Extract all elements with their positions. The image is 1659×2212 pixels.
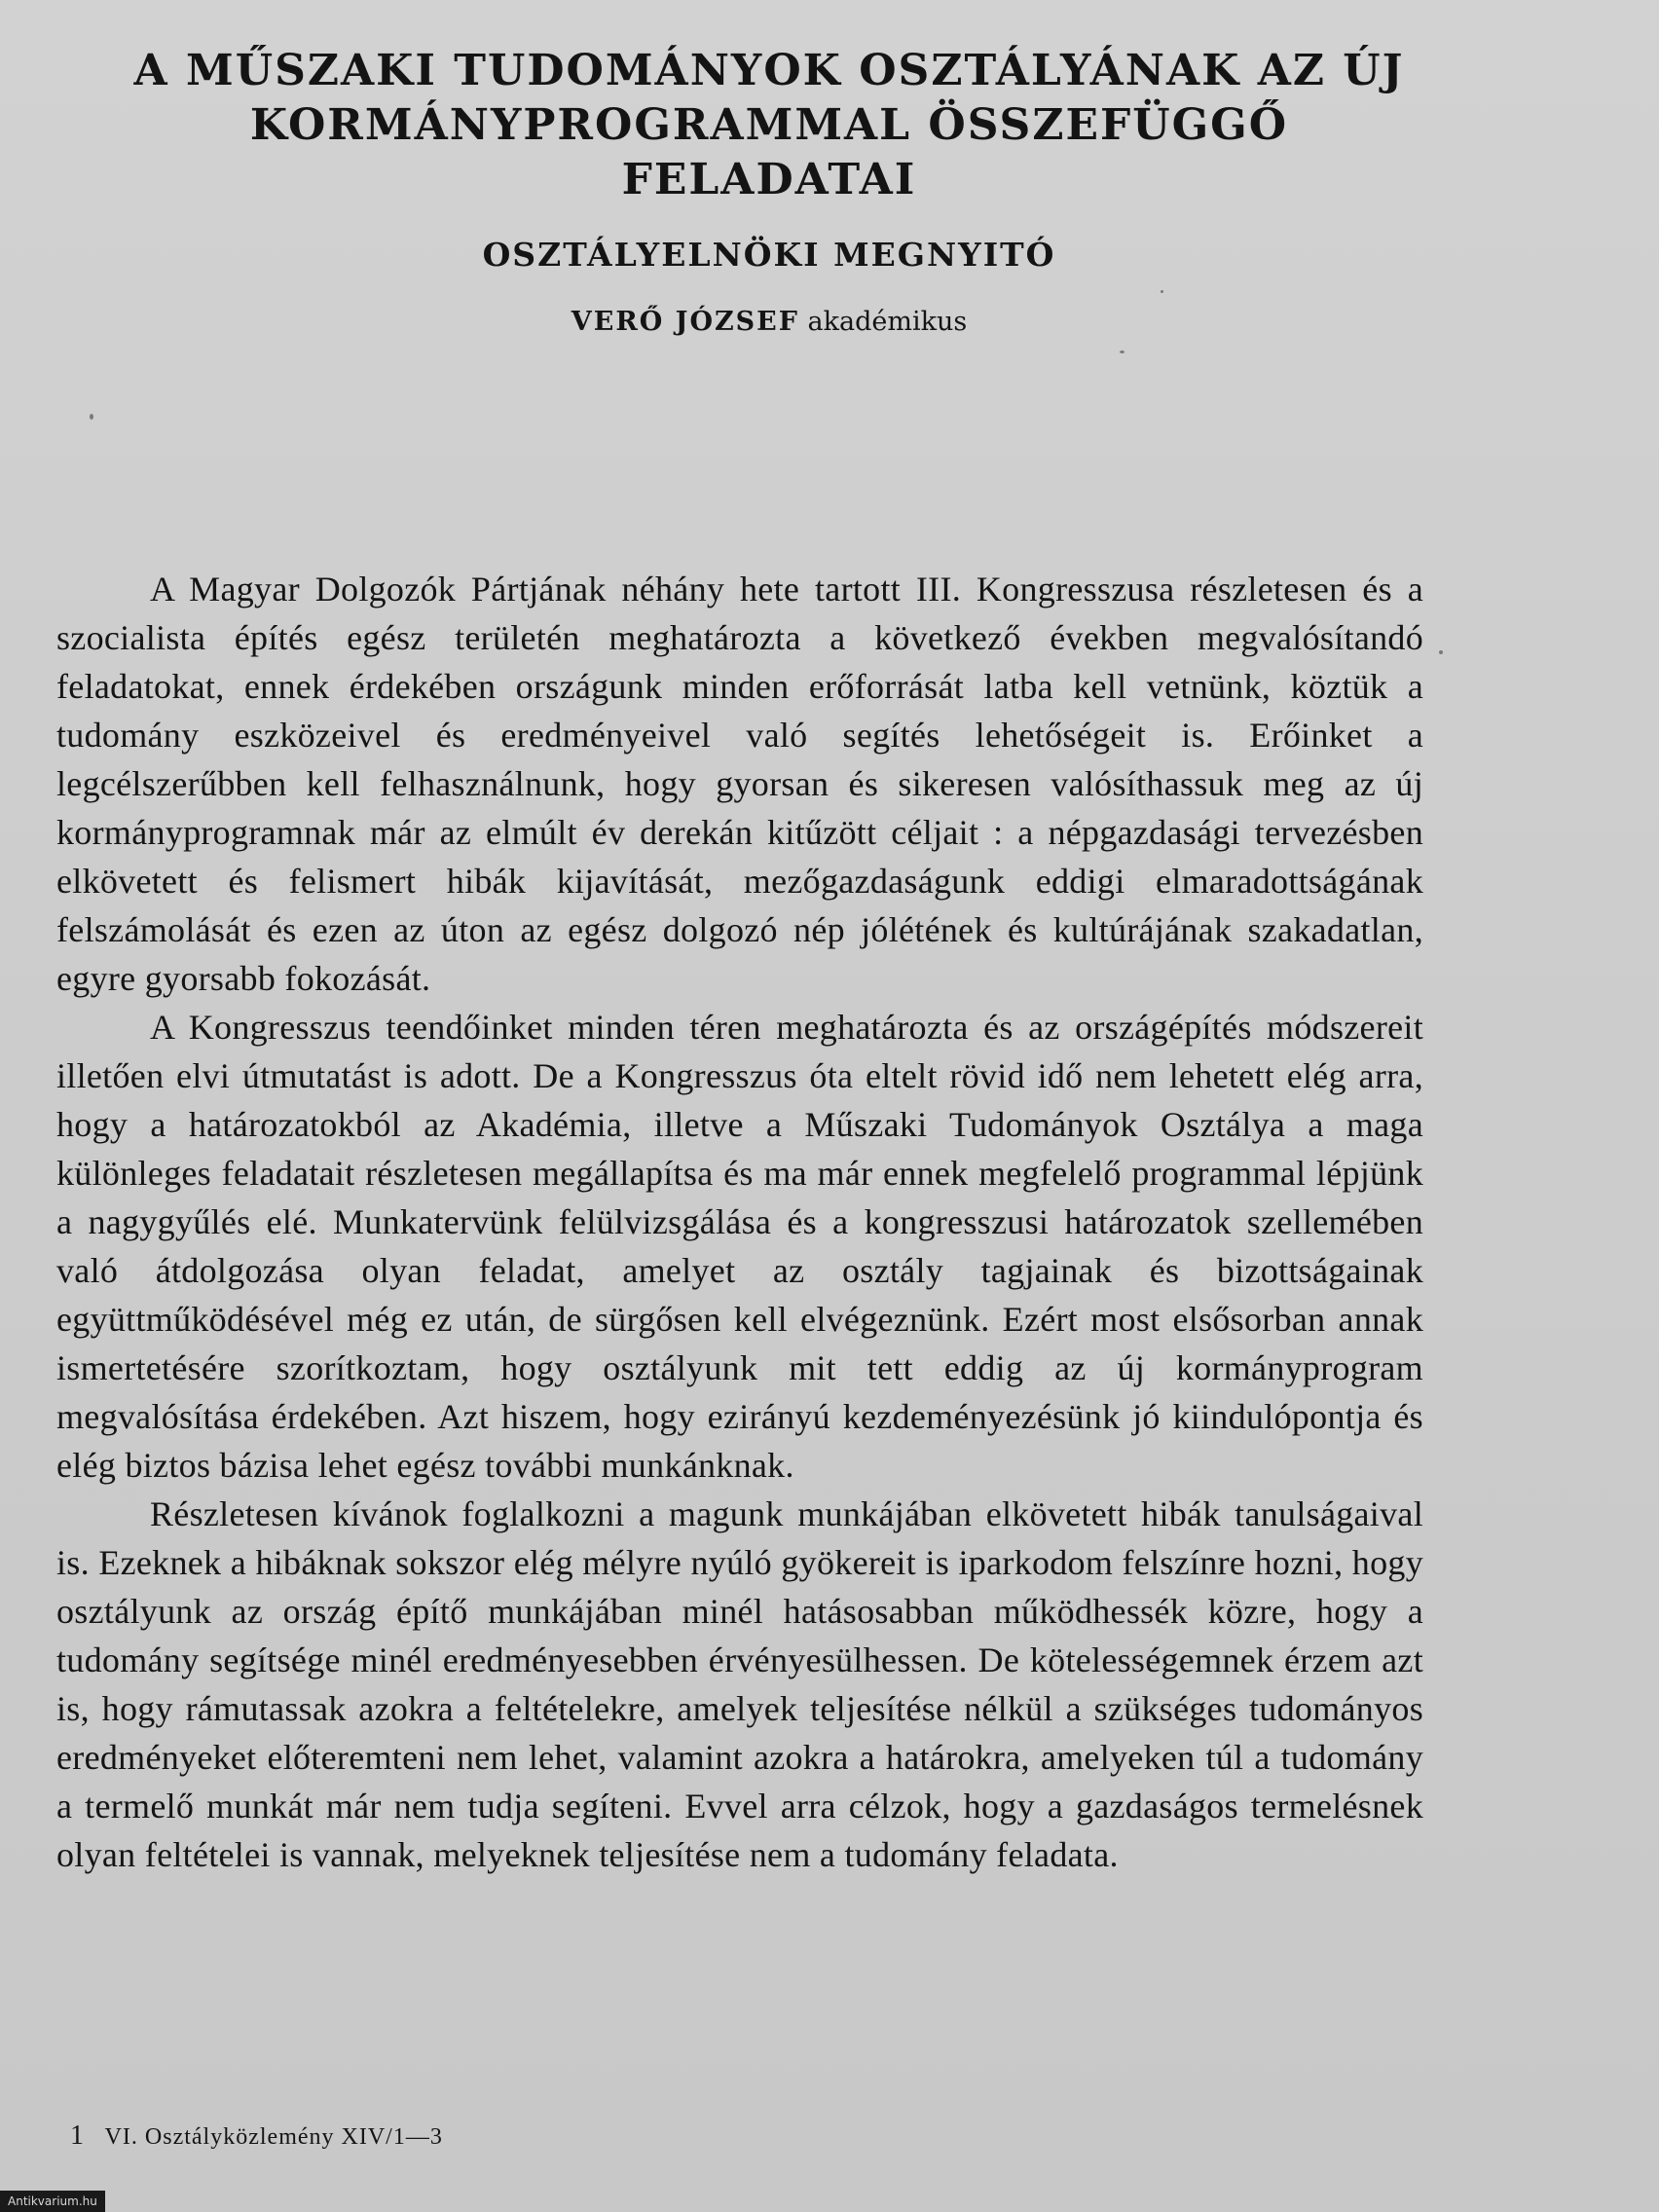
- author-role: akadémikus: [807, 307, 968, 337]
- page-number: 1: [70, 2120, 85, 2151]
- paragraph-3: Részletesen kívánok foglalkozni a magunk munkájában elkövetett hibák tanulságaival is. Ezeknek a hibáknak sokszor elég mélyre nyúló gyökereit is iparkodom felszínre hozni, hogy osztályunk az ország építő munkájában minél hatásosabban működhessék közre, hogy a tudomány segítsége minél eredményesebben érvényesülhessen. De kötelességemnek érzem azt is, hogy rámutassak azokra a feltételekre, amelyek teljesítése nélkül a szükséges tudományos eredményeket előteremteni nem lehet, valamint azokra a határokra, amelyeken túl a tudomány a termelő munkát már nem tudja segíteni. Evvel arra célzok, hogy a gazdaságos termelésnek olyan feltételei is vannak, melyeknek teljesítése nem a tudomány feladata.: [56, 1494, 1423, 1874]
- page-footer: [70, 2120, 443, 2152]
- paper-speck: [1120, 350, 1124, 353]
- author-name: VERŐ JÓZSEF: [571, 307, 799, 337]
- body-text: [56, 565, 1423, 1879]
- title-line-1: A MŰSZAKI TUDOMÁNYOK OSZTÁLYÁNAK AZ ÚJ: [133, 46, 1405, 95]
- title-line-3: FELADATAI: [621, 155, 917, 204]
- watermark: Antikvarium.hu: [0, 2191, 105, 2212]
- paragraph-2: A Kongresszus teendőinket minden téren meghatározta és az országépítés módszereit illetően elvi útmutatást is adott. De a Kongresszus óta eltelt rövid idő nem lehetett elég arra, hogy a határozatokból az Akadémia, illetve a Műszaki Tudományok Osztálya a maga különleges feladatait részletesen megállapítsa és ma már ennek megfelelő programmal lépjünk a nagygyűlés elé. Munkatervünk felülvizsgálása és a kongresszusi határozatok szellemében való átdolgozása olyan feladat, amelyet az osztály tagjainak és bizottságainak együttműködésével még ez után, de sürgősen kell elvégeznünk. Ezért most elsősorban annak ismertetésére szorítkoztam, hogy osztályunk mit tett eddig az új kormányprogram megvalósítása érdekében. Azt hiszem, hogy ezirányú kezdeményezésünk jó kiindulópontja és elég biztos bázisa lehet egész további munkánknak.: [56, 1008, 1423, 1485]
- paper-speck: [1439, 650, 1443, 654]
- footer-reference: VI. Osztályközlemény XIV/1—3: [104, 2124, 443, 2150]
- paragraph-1: A Magyar Dolgozók Pártjának néhány hete tartott III. Kongresszusa részletesen és a szocialista építés egész területén meghatározta a következő években megvalósítandó feladatokat, ennek érdekében országunk minden erőforrását latba kell vetnünk, köztük a tudomány eszközeivel és eredményeivel való segítés lehetőségeit is. Erőinket a legcélszerűbben kell felhasználnunk, hogy gyorsan és sikeresen valósíthassuk meg az új kormányprogramnak már az elmúlt év derekán kitűzött céljait : a népgazdasági tervezésben elkövetett és felismert hibák kijavítását, mezőgazdaságunk eddigi elmaradottságának felszámolását és ezen az úton az egész dolgozó nép jólétének és kultúrájának szakadatlan, egyre gyorsabb fokozását.: [56, 570, 1423, 998]
- paper-speck: [1161, 290, 1163, 293]
- paper-speck: [90, 414, 93, 420]
- subtitle: OSZTÁLYELNÖKI MEGNYITÓ: [482, 236, 1056, 274]
- title-line-2: KORMÁNYPROGRAMMAL ÖSSZEFÜGGŐ: [249, 100, 1289, 150]
- author-line: [58, 307, 1480, 337]
